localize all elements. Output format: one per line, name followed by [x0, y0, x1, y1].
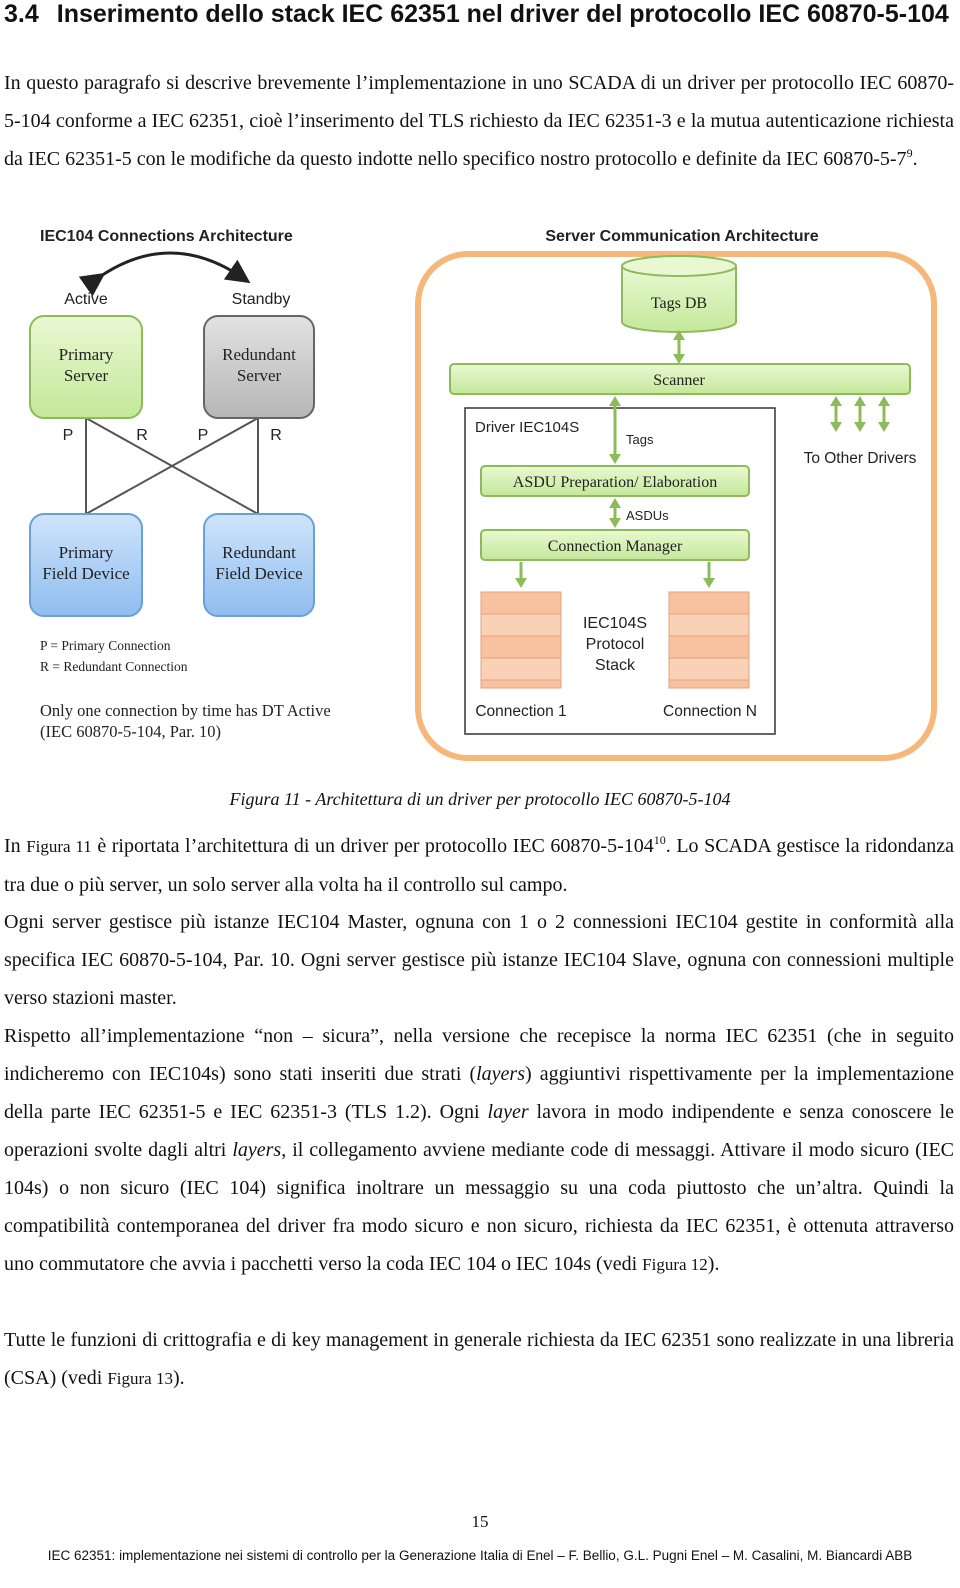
primary-field-device-box	[30, 514, 142, 616]
failover-arrow	[98, 253, 243, 278]
connection-manager-bar	[481, 530, 749, 560]
db-scanner-arrow	[673, 330, 685, 364]
active-label: Active	[64, 291, 108, 308]
figure-caption: Figura 11 - Architettura di un driver per protocollo IEC 60870-5-104	[229, 789, 731, 809]
primary-server-line1: Primary	[58, 345, 114, 364]
stack-label-line1: IEC104S	[582, 615, 648, 632]
connection-n-label: Connection N	[663, 703, 757, 720]
figure-12-reference: Figura 12	[642, 1255, 708, 1274]
para4-text-a: Rispetto all’implementazione “non – sicura”, nella versione che recepisce la norma IEC 62351 (che in seguito indicheremo con IEC104s) sono stati inseriti due strati (	[4, 1025, 954, 1085]
redundant-server-line1: Redundant	[222, 345, 296, 364]
port-label-p2: P	[197, 427, 209, 444]
para4-text-d: , il collegamento avviene mediante code di messaggi. Attivare il modo sicuro (IEC 104s) o non sicuro (IEC 104) significa inoltrare un messaggio su una coda piuttosto che un’altra. Quindi la compatibilità contemporanea del driver fra modo sicuro e non sicuro, richiesta da IEC 62351, è ottenuta attraverso uno commutatore che avvia i pacchetti verso la coda IEC 104 o IEC 104s (vedi	[4, 1139, 954, 1275]
primary-server-line2: Server	[63, 366, 109, 385]
figure-13-reference: Figura 13	[107, 1369, 173, 1388]
asdu-preparation-label: ASDU Preparation/ Elaboration	[512, 474, 718, 491]
port-label-p1: P	[62, 427, 74, 444]
para5-text-a: Tutte le funzioni di crittografia e di key management in generale richiesta da IEC 62351 sono realizzate in una libreria (CSA) (vedi	[4, 1329, 954, 1389]
intro-text: In questo paragrafo si descrive brevemente l’implementazione in uno SCADA di un driver per protocollo IEC 60870-5-104 conforme a IEC 62351, cioè l’inserimento del TLS richiesto da IEC 62351-3 e la mutua autenticazione richiesta da IEC 62351-5 con le modifiche da questo indotte nello specifico nostro protocollo e definite da IEC 60870-5-7	[4, 72, 954, 170]
redundant-connection-lines	[86, 418, 258, 514]
asdus-label: ASDUs	[626, 508, 669, 523]
redundant-server-line2: Server	[236, 366, 282, 385]
stack-label-line3: Stack	[594, 657, 636, 674]
legend-redundant: R = Redundant Connection	[40, 659, 188, 674]
intro-paragraph	[4, 64, 954, 178]
primary-field-device-line2: Field Device	[42, 564, 130, 583]
para4-text-e: ).	[707, 1253, 720, 1275]
primary-field-device-line1: Primary	[58, 543, 114, 562]
dt-note-line1: Only one connection by time has DT Active	[40, 701, 331, 720]
redundant-field-device-line1: Redundant	[222, 543, 296, 562]
scanner-label: Scanner	[653, 372, 705, 389]
intro-end: .	[912, 148, 918, 170]
to-other-drivers-label: To Other Drivers	[803, 450, 917, 467]
section-number: 3.4	[4, 0, 39, 28]
paragraph-2	[4, 827, 954, 904]
footnote-10: 10	[653, 833, 666, 847]
para4-italic-layer: layer	[487, 1101, 529, 1123]
connection-manager-label: Connection Manager	[547, 538, 683, 555]
dt-note-line2: (IEC 60870-5-104, Par. 10)	[40, 722, 222, 741]
page-footer: IEC 62351: implementazione nei sistemi di controllo per la Generazione Italia di Enel – F. Bellio, G.L. Pugni Enel – M. Casalini, M. Biancardi ABB	[47, 1548, 913, 1563]
port-label-r1: R	[136, 427, 148, 444]
paragraph-5	[4, 1321, 954, 1398]
footnote-9: 9	[906, 146, 913, 160]
para2-text-b: è riportata l’architettura di un driver per protocollo IEC 60870-5-104	[91, 835, 654, 857]
other-drivers-arrows	[830, 396, 890, 432]
para2-text-c: . Lo SCADA gestisce la ridondanza tra due o più server, un solo server alla volta ha il controllo sul campo.	[4, 835, 955, 896]
para4-text-b: ) aggiuntivi rispettivamente per la implementazione della parte IEC 62351-5 e IEC 62351-3 (TLS 1.2). Ogni	[4, 1063, 955, 1123]
asdu-preparation-bar	[481, 466, 749, 496]
redundant-field-device-box	[204, 514, 314, 616]
section-title: Inserimento dello stack IEC 62351 nel driver del protocollo IEC 60870-5-104	[56, 0, 949, 28]
tags-db-cylinder	[622, 256, 736, 332]
para5-text-b: ).	[172, 1367, 185, 1389]
redundant-server-box	[204, 316, 314, 418]
figure-11-reference: Figura 11	[26, 837, 92, 856]
protocol-stack-n	[669, 592, 749, 688]
standby-label: Standby	[231, 291, 291, 308]
para4-italic-layers-2: layers	[232, 1139, 282, 1161]
page-number: 15	[471, 1512, 489, 1531]
paragraph-3: Ogni server gestisce più istanze IEC104 Master, ognuna con 1 o 2 connessioni IEC104 gestite in conformità alla specifica IEC 60870-5-104, Par. 10. Ogni server gestisce più istanze IEC104 Slave, ognuna con connessioni multiple verso stazioni master.	[4, 911, 954, 1009]
paragraph-4	[4, 1017, 954, 1284]
para4-italic-layers-1: layers	[476, 1063, 525, 1085]
legend-primary: P = Primary Connection	[40, 638, 171, 653]
tags-db-label: Tags DB	[650, 295, 708, 312]
scanner-bar	[450, 364, 910, 394]
para2-text-a: In	[4, 835, 27, 857]
left-diagram-title: IEC104 Connections Architecture	[40, 228, 293, 245]
tags-label: Tags	[626, 432, 654, 447]
primary-server-box	[30, 316, 142, 418]
driver-label: Driver IEC104S	[475, 419, 580, 436]
protocol-stack-1	[481, 592, 561, 688]
stack-label-line2: Protocol	[585, 636, 645, 653]
right-diagram-title: Server Communication Architecture	[545, 228, 819, 245]
architecture-figure	[0, 218, 960, 770]
port-label-r2: R	[270, 427, 282, 444]
para4-text-c: lavora in modo indipendente e senza conoscere le operazioni svolte dagli altri	[4, 1101, 954, 1161]
section-heading	[4, 0, 952, 29]
redundant-field-device-line2: Field Device	[215, 564, 303, 583]
connection-1-label: Connection 1	[475, 703, 567, 720]
